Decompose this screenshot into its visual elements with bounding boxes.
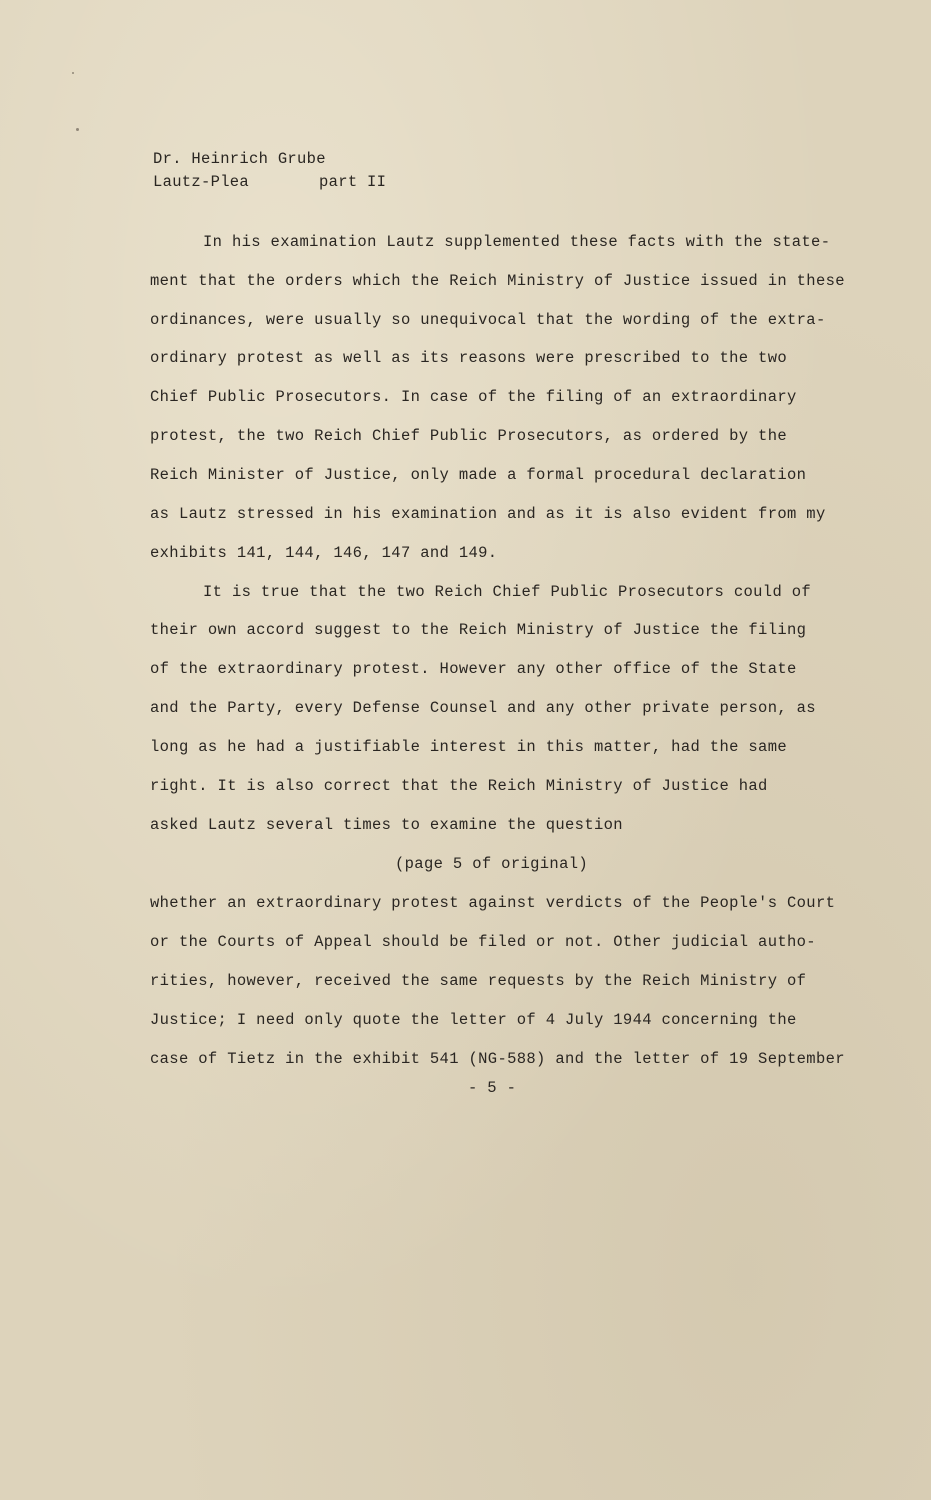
paragraph-line: Reich Minister of Justice, only made a formal procedural declaration <box>150 466 807 484</box>
paragraph-line: rities, however, received the same requests by the Reich Ministry of <box>150 972 807 990</box>
paragraph-line: Justice; I need only quote the letter of 4 July 1944 concerning the <box>150 1011 797 1029</box>
original-page-note: (page 5 of original) <box>395 855 589 873</box>
paragraph-line: long as he had a justifiable interest in this matter, had the same <box>150 738 787 756</box>
paragraph-line: ment that the orders which the Reich Ministry of Justice issued in these <box>150 272 845 290</box>
document-header <box>153 148 386 194</box>
paragraph-line: ordinary protest as well as its reasons were prescribed to the two <box>150 349 787 367</box>
paragraph-line: their own accord suggest to the Reich Ministry of Justice the filing <box>150 621 807 639</box>
paper-speck <box>72 72 74 74</box>
paragraph-line: whether an extraordinary protest against verdicts of the People's Court <box>150 894 836 912</box>
part-label: part II <box>319 173 387 191</box>
paragraph-line: of the extraordinary protest. However any other office of the State <box>150 660 797 678</box>
title-line <box>153 171 386 194</box>
plea-title: Lautz-Plea <box>153 173 250 191</box>
author-line: Dr. Heinrich Grube <box>153 150 326 168</box>
paragraph-line: and the Party, every Defense Counsel and any other private person, as <box>150 699 816 717</box>
paragraph-line: protest, the two Reich Chief Public Prosecutors, as ordered by the <box>150 427 787 445</box>
paragraph-line: exhibits 141, 144, 146, 147 and 149. <box>150 544 498 562</box>
paragraph-line: case of Tietz in the exhibit 541 (NG-588) and the letter of 19 September <box>150 1050 845 1068</box>
page-number: - 5 - <box>468 1079 517 1097</box>
paragraph-line: ordinances, were usually so unequivocal that the wording of the extra- <box>150 311 826 329</box>
paragraph-line: right. It is also correct that the Reich Ministry of Justice had <box>150 777 768 795</box>
paragraph-line: as Lautz stressed in his examination and as it is also evident from my <box>150 505 826 523</box>
paragraph-line: Chief Public Prosecutors. In case of the filing of an extraordinary <box>150 388 797 406</box>
paper-speck <box>76 128 79 131</box>
paragraph-line: asked Lautz several times to examine the question <box>150 816 623 834</box>
paragraph-line: or the Courts of Appeal should be filed or not. Other judicial autho- <box>150 933 816 951</box>
paragraph-line: It is true that the two Reich Chief Public Prosecutors could of <box>203 583 812 601</box>
paragraph-line: In his examination Lautz supplemented these facts with the state- <box>203 233 831 251</box>
